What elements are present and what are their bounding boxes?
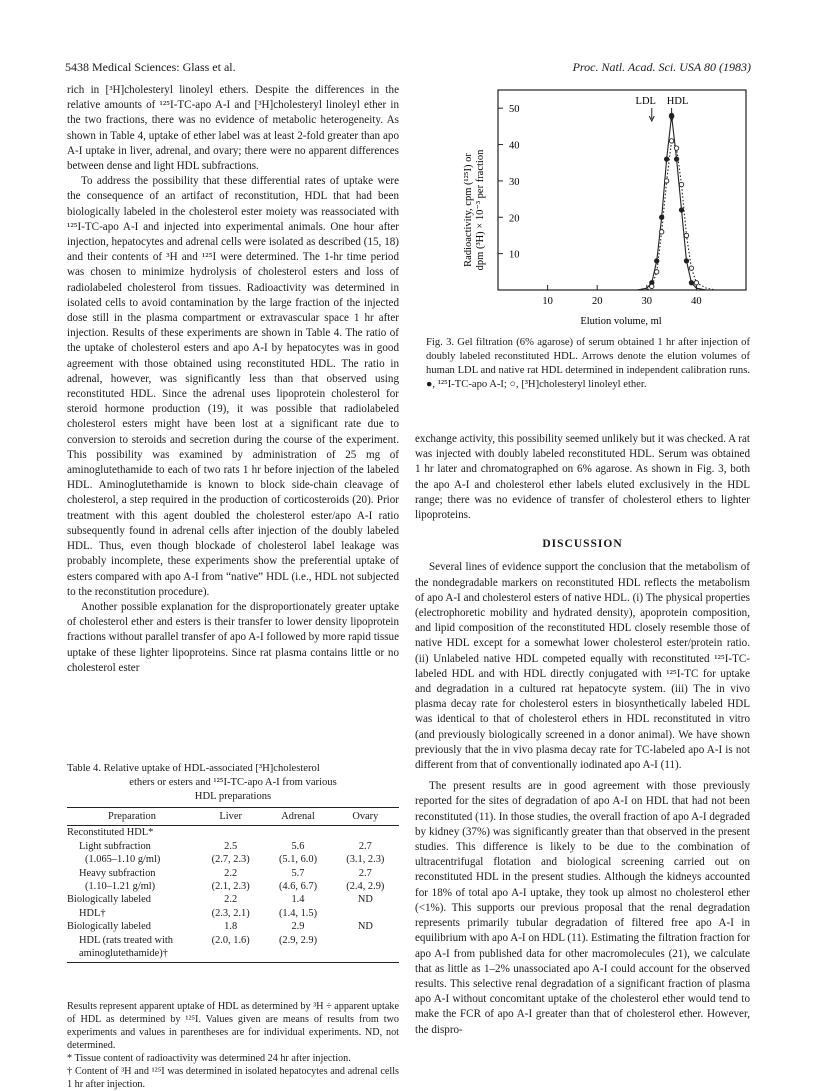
data-point-open (655, 270, 659, 274)
running-header-right: Proc. Natl. Acad. Sci. USA 80 (1983) (572, 60, 751, 74)
data-point-open (679, 182, 683, 186)
cell-liver: 1.8 (224, 921, 238, 933)
y-tick-label: 20 (509, 213, 520, 225)
row-label: HDL (rats treated with (79, 934, 173, 946)
column-header: Ovary (332, 808, 399, 826)
row-label: Biologically labeled (67, 894, 151, 906)
row-label: Light subfraction (79, 840, 151, 852)
table-footnote: † Content of ³H and ¹²⁵I was determined in isolated hepatocytes and adrenal cells 1 hr after injection. (67, 1066, 399, 1090)
cell-ovary (332, 947, 399, 963)
row-label: Biologically labeled (67, 921, 151, 933)
table-row (67, 840, 399, 853)
paragraph: exchange activity, this possibility seemed unlikely but it was checked. A rat was injected with doubly labeled reconstituted HDL. Serum was obtained 1 hr later and chromatographed on 6% agarose. As shown in Fig. 3, both the apo A-I and cholesterol ether labels eluted exclusively in the HDL range; there was no evidence of transfer of cholesterol ethers to lighter lipoproteins. (415, 433, 750, 522)
y-tick-label: 50 (509, 104, 520, 116)
data-point-open (659, 230, 663, 234)
data-point-open (694, 281, 698, 285)
cell-adrenal: (2.9, 2.9) (278, 934, 318, 946)
cell-adrenal: 1.4 (291, 894, 305, 906)
data-point-filled (664, 157, 668, 161)
plot-area (498, 90, 746, 307)
x-tick-label: 30 (641, 296, 653, 307)
data-point-open (669, 139, 673, 143)
table-body (67, 826, 399, 963)
cell-ovary: 2.7 (358, 867, 372, 879)
right-column (415, 432, 750, 1038)
table-header-row (67, 808, 399, 826)
cell-liver: 2.2 (224, 867, 238, 879)
data-point-filled (689, 281, 693, 285)
column-header: Preparation (67, 808, 197, 826)
arrow-label-ldl: LDL (635, 96, 656, 107)
cell-liver: (2.3, 2.1) (211, 907, 250, 919)
row-label: HDL† (79, 907, 106, 919)
table-row (67, 947, 399, 963)
table-row (67, 893, 399, 906)
cell-adrenal (264, 826, 331, 840)
cell-liver (197, 947, 264, 963)
cell-liver (197, 826, 264, 840)
row-label: Reconstituted HDL* (67, 827, 154, 839)
cell-adrenal: 5.7 (291, 867, 305, 879)
column-header: Liver (197, 808, 264, 826)
series-line-0 (637, 115, 716, 290)
running-header-left: 5438 Medical Sciences: Glass et al. (65, 60, 236, 74)
table-row (67, 907, 399, 920)
data-point-open (684, 233, 688, 237)
table-row (67, 880, 399, 893)
paragraph: To address the possibility that these differential rates of uptake were the consequence of an artifact of reconstitution, HDL that had been biologically labeled in the cholesterol ester moiety was reassociated with ¹²⁵I-TC-apo A-I and injected into experimental animals. One hour after injection, hepatocytes and adrenal cells were isolated as described (15, 18) and their contents of ³H and ¹²⁵I were determined. The 1-hr time period was chosen to minimize hydrolysis of cholesterol esters and loss of radiolabeled cholesterol from tissues. Radioactivity was determined in isolated cells to avoid contamination by the large fraction of the injected dose still in the plasma compartment or extravascular space 1 hr after injection. Results of these experiments are shown in Table 4. The ratio of the uptake of cholesterol esters and apo A-I by hepatocytes was in good agreement with those obtained using reconstituted HDL. The ratio in adrenal, however, was significantly less than that observed using reconstituted HDL. Since the adrenal uses lipoprotein cholesterol for steroid hormone production (19), it was possible that radiolabeled cholesterol esters might have been lost at a significant rate due to conversion to steroids and secretion during the course of the experiment. This possibility was examined by administration of 25 mg of aminoglutethamide to each of two rats 1 hr before injection of the labeled HDL. Aminoglutethamide is known to block side-chain cleavage of cholesterol, a step required in the production of corticosteroids (20). Prior treatment with this agent doubled the cholesterol ester/apo A-I ratio subsequently found in adrenal cells after injection of the doubly labeled HDL. Thus, even though blockade of cholesterol label leakage was probably incomplete, these experiments show the preferential uptake of esters compared with apo A-I from “native” HDL (i.e., HDL not subjected to the reconstitution procedure). (67, 175, 399, 598)
x-tick-label: 10 (542, 296, 553, 307)
data-point-filled (679, 208, 683, 212)
figure-3 (456, 85, 756, 330)
cell-adrenal: (4.6, 6.7) (278, 881, 318, 893)
cell-ovary: (2.4, 2.9) (346, 881, 385, 893)
data-point-open (674, 146, 678, 150)
paragraph: Another possible explanation for the disproportionately greater uptake of cholesterol ether and esters is their transfer to lower density lipoprotein fractions without parallel transfer of apo A-I followed by more rapid tissue uptake of these lighter lipoproteins. Since rat plasma contains little or no cholesterol ester (67, 600, 399, 674)
cell-liver: (2.7, 2.3) (211, 854, 250, 866)
paragraph: rich in [³H]cholesteryl linoleyl ethers. Despite the differences in the relative amounts of ¹²⁵I-TC-apo A-I and [³H]cholesteryl linoleyl ether in the two fractions, there was no evidence of metabolic heterogeneity. As shown in Table 4, uptake of ether label was at least 2-fold greater than apo A-I uptake in liver, adrenal, and ovary; there were no apparent differences between dense and light HDL subfractions. (67, 84, 399, 173)
cell-ovary: 2.7 (358, 840, 372, 852)
cell-adrenal: 5.6 (291, 840, 305, 852)
table-row (67, 867, 399, 880)
cell-ovary (332, 826, 399, 840)
paragraph: The present results are in good agreement with those previously reported for the sites of degradation of apo A-I on HDL that had not been reconstituted (11). In those studies, the overall fraction of apo A-I degraded by kidney (37%) was significantly greater than that observed in the present studies. This difference is likely to be due to the combination of ultracentrifugal flotation and biological screening carried out on reconstituted HDL in the present studies. Although the kidneys accounted for 18% of total apo A-I uptake, they took up almost no cholesterol ether (<1%). This supports our previous proposal that the renal degradation represents primarily tubular degradation of filtered free apo A-I in equilibrium with apo A-I on HDL (11). Estimating the filtration fraction for apo A-I from published data for other macromolecules (21), we calculate that as little as 1–2% unassociated apo A-I could account for the observed results. This selective renal degradation of a significant fraction of plasma apo A-I without concomitant uptake of the cholesterol ether would tend to make the FCR of apo A-I greater than that of cholesterol ether. However, the dispro- (415, 780, 750, 1036)
row-label: (1.10–1.21 g/ml) (85, 881, 156, 893)
cell-ovary (332, 907, 399, 920)
cell-ovary (332, 934, 399, 947)
cell-ovary: ND (357, 921, 373, 933)
paragraph: Several lines of evidence support the conclusion that the metabolism of the nondegradable markers on reconstituted HDL reflects the metabolism of apo A-I and cholesterol esters of native HDL. (i) The physical properties (electrophoretic mobility and hydrated density), apoprotein composition, and lipid composition of the reconstituted HDL closely resemble those of native HDL except for a somewhat lower cholesterol ester/protein ratio. (ii) Unlabeled native HDL competed equally with reconstituted ¹²⁵I-TC-labeled HDL and with HDL directly conjugated with ¹²⁵I-TC for uptake and degradation in a cultured rat hepatocyte system. (iii) The in vivo plasma decay rate for cholesterol esters in biosynthetically labeled HDL was identical to that of cholesterol ethers in HDL reconstituted in vitro (and previously biologically screened in a donor animal). We have shown previously that the in vivo plasma decay rate for TC-labeled apo A-I is not different from that of conventionally iodinated apo A-I (11). (415, 561, 750, 772)
table-title-line: HDL preparations (194, 791, 272, 802)
figure-caption: Fig. 3. Gel filtration (6% agarose) of serum obtained 1 hr after injection of doubly labeled reconstituted HDL. Arrows denote the elution volumes of human LDL and native rat HDL determined in independent calibration runs. ●, ¹²⁵I-TC-apo A-I; ○, [³H]cholesteryl linoleyl ether. (426, 337, 750, 390)
data-point-open (650, 284, 654, 288)
y-axis-label-line1: Radioactivity, cpm (¹²⁵I) or (463, 153, 474, 267)
cell-adrenal: (1.4, 1.5) (278, 907, 318, 919)
table-4 (67, 807, 399, 963)
plot-frame (498, 90, 746, 290)
y-tick-label: 40 (509, 140, 520, 152)
table-footnote: Results represent apparent uptake of HDL as determined by ³H ÷ apparent uptake of HDL as determined by ¹²⁵I. Values given are means of results from two experiments and values in parentheses are for individual experiments. ND, not determined. (67, 1001, 399, 1051)
table-footnote: * Tissue content of radioactivity was determined 24 hr after injection. (67, 1053, 351, 1064)
table-row (67, 934, 399, 947)
cell-liver: (2.1, 2.3) (211, 881, 250, 893)
row-label: (1.065–1.10 g/ml) (85, 854, 161, 866)
table-footnotes (67, 1000, 399, 1091)
x-tick-label: 20 (591, 296, 603, 307)
section-heading: DISCUSSION (542, 538, 623, 551)
table-title (67, 762, 399, 804)
y-axis-label-line2: dpm (³H) × 10⁻³ per fraction (475, 149, 486, 271)
row-label: Heavy subfraction (79, 867, 156, 879)
data-point-filled (684, 259, 688, 263)
column-header: Adrenal (264, 808, 331, 826)
data-point-open (689, 266, 693, 270)
x-axis-label: Elution volume, ml (580, 316, 662, 327)
data-point-filled (669, 113, 673, 117)
cell-ovary: ND (357, 894, 373, 906)
elution-chart (456, 85, 756, 330)
cell-liver: (2.0, 1.6) (211, 934, 250, 946)
arrow-label-hdl: HDL (666, 96, 689, 107)
cell-liver: 2.5 (224, 840, 238, 852)
table-row (67, 826, 399, 840)
cell-adrenal: (5.1, 6.0) (278, 854, 318, 866)
left-column (67, 83, 399, 676)
data-point-open (664, 179, 668, 183)
cell-ovary: (3.1, 2.3) (346, 854, 385, 866)
y-tick-label: 30 (509, 176, 520, 188)
table-title-line: ethers or esters and ¹²⁵I-TC-apo A-I from various (129, 777, 337, 788)
table-row (67, 920, 399, 933)
cell-adrenal: 2.9 (291, 921, 305, 933)
row-label: aminoglutethamide)† (67, 947, 197, 963)
table-title-line: Table 4. Relative uptake of HDL-associated [³H]cholesterol (67, 763, 320, 774)
table-row (67, 853, 399, 866)
cell-adrenal (264, 947, 331, 963)
x-tick-label: 40 (691, 296, 702, 307)
y-tick-label: 10 (509, 249, 520, 261)
cell-liver: 2.2 (224, 894, 238, 906)
